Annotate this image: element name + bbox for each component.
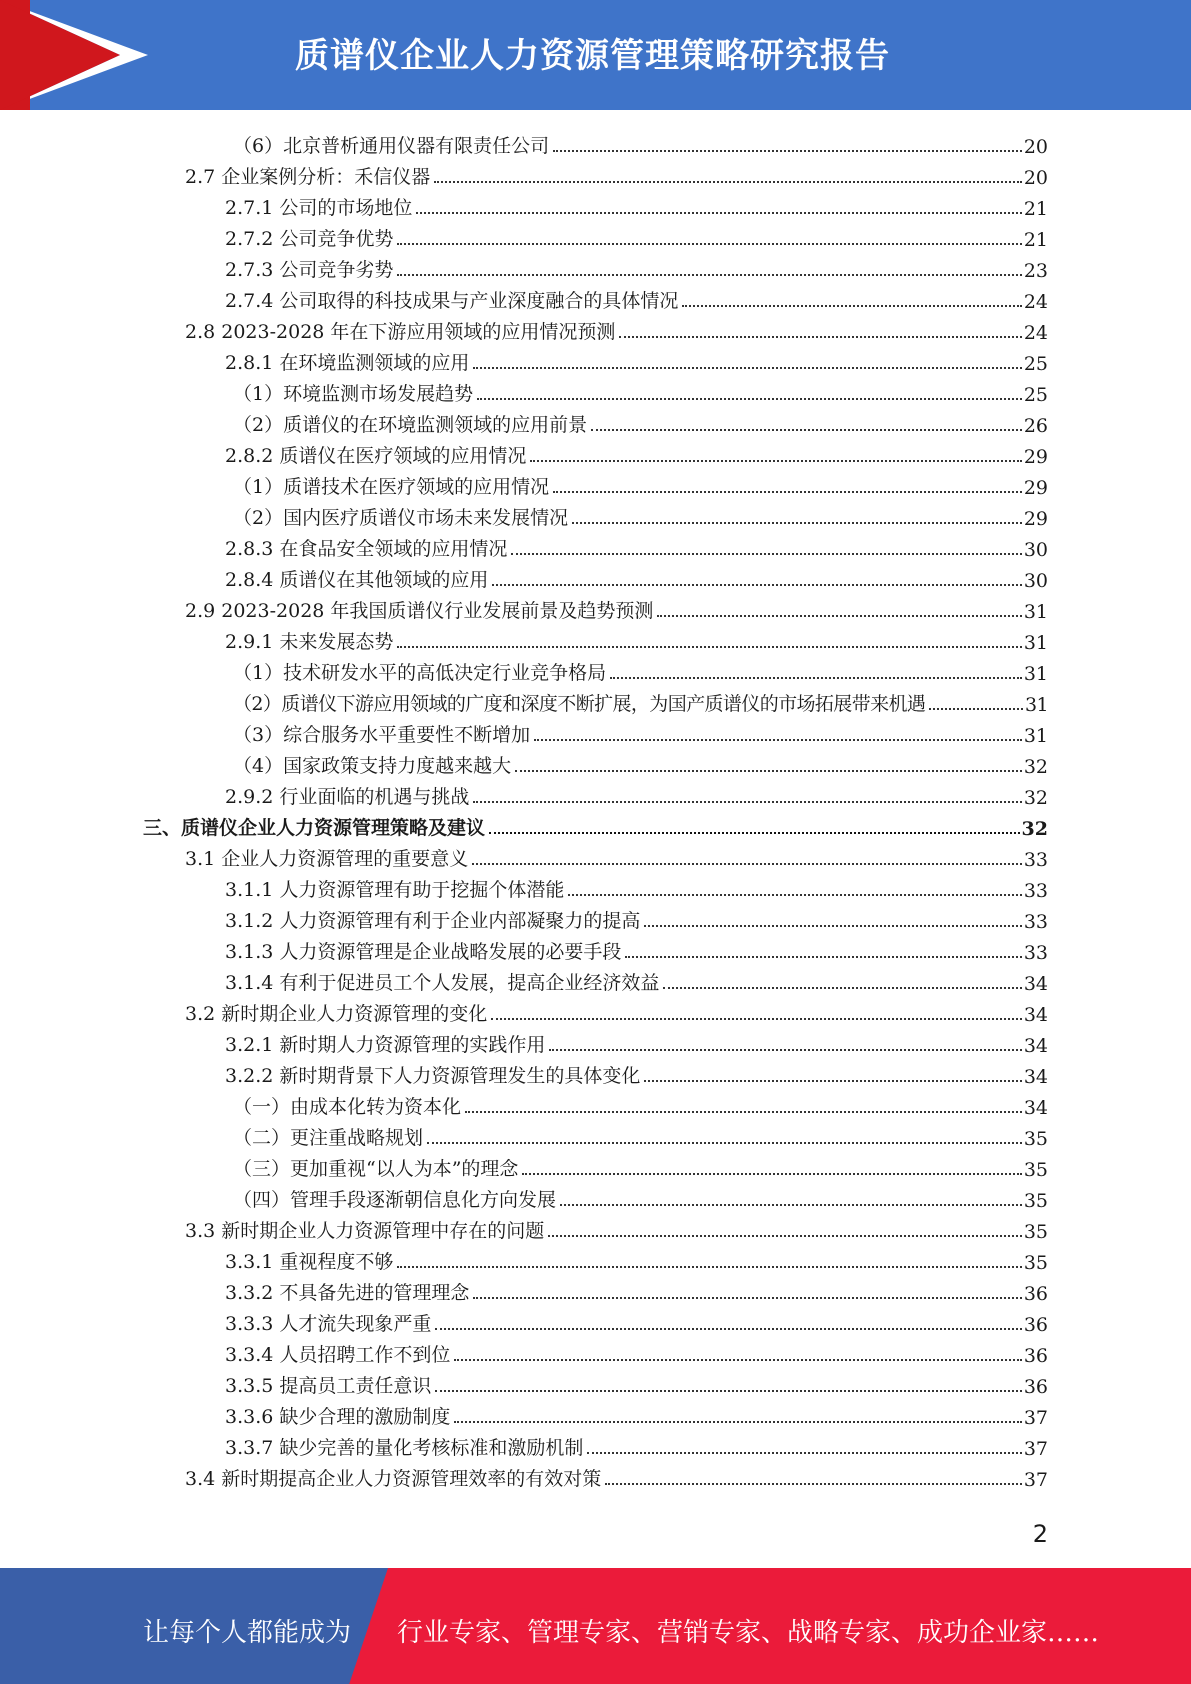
toc-entry[interactable]: [225, 282, 1048, 313]
toc-entry-title: 3.3.2 不具备先进的管理理念: [225, 1282, 470, 1304]
toc-leader-dots: [435, 1328, 1021, 1330]
toc-entry[interactable]: [225, 964, 1048, 995]
toc-leader-dots: [473, 367, 1021, 369]
toc-entry-title: 2.8.4 质谱仪在其他领域的应用: [225, 569, 489, 591]
toc-entry-page: 21: [1023, 198, 1048, 220]
toc-entry[interactable]: [225, 561, 1048, 592]
toc-entry-page: 29: [1023, 446, 1048, 468]
toc-entry[interactable]: [233, 1181, 1048, 1212]
toc-leader-dots: [530, 460, 1021, 462]
toc-entry-page: 25: [1023, 384, 1048, 406]
toc-leader-dots: [397, 274, 1021, 276]
toc-entry[interactable]: [225, 902, 1048, 933]
toc-entry-title: （1）质谱技术在医疗领域的应用情况: [233, 476, 550, 498]
toc-entry[interactable]: [185, 995, 1048, 1026]
toc-leader-dots: [587, 1452, 1021, 1454]
toc-leader-dots: [489, 832, 1020, 834]
toc-entry-page: 31: [1023, 601, 1048, 623]
toc-entry-title: 3.1.4 有利于促进员工个人发展，提高企业经济效益: [225, 972, 660, 994]
toc-entry[interactable]: [233, 654, 1048, 685]
toc-entry[interactable]: [233, 468, 1048, 499]
toc-entry[interactable]: [185, 840, 1048, 871]
toc-entry-page: 33: [1023, 880, 1048, 902]
toc-entry-page: 36: [1023, 1345, 1048, 1367]
toc-entry-page: 24: [1023, 322, 1048, 344]
toc-entry[interactable]: [225, 220, 1048, 251]
toc-entry-title: 3.2.2 新时期背景下人力资源管理发生的具体变化: [225, 1065, 641, 1087]
toc-leader-dots: [591, 429, 1022, 431]
toc-entry-title: （6）北京普析通用仪器有限责任公司: [233, 135, 550, 157]
toc-entry-title: 3.3 新时期企业人力资源管理中存在的问题: [185, 1220, 545, 1242]
toc-entry-title: 2.7 企业案例分析：禾信仪器: [185, 166, 431, 188]
toc-leader-dots: [644, 925, 1021, 927]
toc-entry-page: 34: [1023, 1004, 1048, 1026]
toc-entry[interactable]: [185, 313, 1048, 344]
toc-entry[interactable]: [225, 251, 1048, 282]
toc-entry-title: 3.3.7 缺少完善的量化考核标准和激励机制: [225, 1437, 584, 1459]
toc-entry-page: 33: [1023, 942, 1048, 964]
toc-entry[interactable]: [225, 437, 1048, 468]
toc-entry-page: 35: [1023, 1190, 1048, 1212]
toc-entry-page: 36: [1023, 1314, 1048, 1336]
toc-entry-title: （1）环境监测市场发展趋势: [233, 383, 474, 405]
toc-leader-dots: [435, 1390, 1021, 1392]
toc-entry-title: （四）管理手段逐渐朝信息化方向发展: [233, 1189, 557, 1211]
toc-entry-title: 2.7.3 公司竞争劣势: [225, 259, 394, 281]
toc-leader-dots: [473, 801, 1021, 803]
toc-entry-title: （2）质谱仪的在环境监测领域的应用前景: [233, 414, 588, 436]
toc-entry-page: 37: [1023, 1438, 1048, 1460]
toc-entry-page: 25: [1023, 353, 1048, 375]
toc-leader-dots: [553, 150, 1022, 152]
toc-entry-page: 31: [1023, 725, 1048, 747]
toc-entry-title: （二）更注重战略规划: [233, 1127, 424, 1149]
toc-entry-title: （4）国家政策支持力度越来越大: [233, 755, 512, 777]
toc-entry-page: 33: [1023, 911, 1048, 933]
toc-entry[interactable]: [225, 1026, 1048, 1057]
toc-entry[interactable]: [225, 189, 1048, 220]
toc-leader-dots: [492, 584, 1021, 586]
toc-leader-dots: [397, 1266, 1021, 1268]
toc-entry[interactable]: [225, 1274, 1048, 1305]
toc-entry-title: （2）国内医疗质谱仪市场未来发展情况: [233, 507, 569, 529]
toc-entry-title: 3.2 新时期企业人力资源管理的变化: [185, 1003, 488, 1025]
toc-leader-dots: [619, 336, 1021, 338]
toc-entry-title: 3.1.1 人力资源管理有助于挖掘个体潜能: [225, 879, 565, 901]
toc-leader-dots: [416, 212, 1021, 214]
toc-entry-page: 24: [1023, 291, 1048, 313]
toc-entry-title: 3.3.1 重视程度不够: [225, 1251, 394, 1273]
toc-entry-title: （1）技术研发水平的高低决定行业竞争格局: [233, 662, 607, 684]
toc-entry-page: 20: [1023, 167, 1048, 189]
toc-entry-page: 31: [1023, 663, 1048, 685]
toc-entry[interactable]: [233, 1119, 1048, 1150]
toc-leader-dots: [515, 770, 1022, 772]
footer-slogan-left: 让每个人都能成为: [143, 1618, 352, 1648]
header-red-arrow-icon: [0, 0, 120, 110]
toc-entry[interactable]: [233, 716, 1048, 747]
toc-entry[interactable]: [225, 933, 1048, 964]
toc-entry[interactable]: [233, 406, 1048, 437]
toc-entry[interactable]: [233, 375, 1048, 406]
toc-entry-title: 三、质谱仪企业人力资源管理策略及建议: [143, 817, 486, 839]
toc-entry[interactable]: [225, 344, 1048, 375]
toc-entry-page: 30: [1023, 570, 1048, 592]
toc-entry-page: 21: [1023, 229, 1048, 251]
toc-entry-title: 2.8.2 质谱仪在医疗领域的应用情况: [225, 445, 527, 467]
toc-entry[interactable]: [225, 778, 1048, 809]
toc-entry-title: 2.7.1 公司的市场地位: [225, 197, 413, 219]
page-number: 2: [1032, 1520, 1048, 1548]
toc-leader-dots: [682, 305, 1021, 307]
toc-entry-page: 36: [1023, 1283, 1048, 1305]
toc-leader-dots: [454, 1359, 1021, 1361]
toc-entry[interactable]: [225, 1243, 1048, 1274]
toc-entry[interactable]: [233, 685, 1048, 716]
toc-entry[interactable]: [225, 1367, 1048, 1398]
toc-entry-page: 20: [1023, 136, 1048, 158]
toc-entry-title: 2.8 2023-2028 年在下游应用领域的应用情况预测: [185, 321, 616, 343]
toc-entry-page: 35: [1023, 1221, 1048, 1243]
toc-entry[interactable]: [233, 127, 1048, 158]
toc-entry-page: 34: [1023, 1066, 1048, 1088]
toc-entry-page: 32: [1023, 787, 1048, 809]
toc-entry-page: 36: [1023, 1376, 1048, 1398]
toc-entry[interactable]: [225, 1057, 1048, 1088]
toc-leader-dots: [491, 1018, 1022, 1020]
toc-leader-dots: [548, 1235, 1022, 1237]
toc-entry-title: 3.2.1 新时期人力资源管理的实践作用: [225, 1034, 546, 1056]
toc-leader-dots: [454, 1421, 1021, 1423]
toc-entry-page: 29: [1023, 477, 1048, 499]
toc-leader-dots: [465, 1111, 1022, 1113]
toc-entry[interactable]: [225, 1398, 1048, 1429]
toc-entry-title: 3.4 新时期提高企业人力资源管理效率的有效对策: [185, 1468, 602, 1490]
toc-entry-page: 35: [1023, 1159, 1048, 1181]
toc-entry-title: 2.7.2 公司竞争优势: [225, 228, 394, 250]
toc-leader-dots: [572, 522, 1022, 524]
toc-entry-title: 3.1 企业人力资源管理的重要意义: [185, 848, 469, 870]
toc-entry-title: 3.3.6 缺少合理的激励制度: [225, 1406, 451, 1428]
toc-leader-dots: [477, 398, 1022, 400]
toc-leader-dots: [568, 894, 1021, 896]
toc-entry-page: 34: [1023, 1097, 1048, 1119]
toc-entry-page: 37: [1023, 1407, 1048, 1429]
toc-leader-dots: [397, 646, 1021, 648]
toc-entry[interactable]: [185, 592, 1048, 623]
toc-leader-dots: [929, 708, 1023, 710]
toc-entry-title: 3.1.3 人力资源管理是企业战略发展的必要手段: [225, 941, 622, 963]
toc-entry-title: 2.9.2 行业面临的机遇与挑战: [225, 786, 470, 808]
toc-entry-title: 2.7.4 公司取得的科技成果与产业深度融合的具体情况: [225, 290, 679, 312]
toc-entry[interactable]: [225, 871, 1048, 902]
page-footer: [0, 1568, 1191, 1684]
toc-entry-page: 23: [1023, 260, 1048, 282]
toc-entry-title: 2.8.1 在环境监测领域的应用: [225, 352, 470, 374]
toc-entry-title: 3.3.3 人才流失现象严重: [225, 1313, 432, 1335]
toc-entry[interactable]: [233, 1150, 1048, 1181]
toc-leader-dots: [663, 987, 1021, 989]
toc-entry[interactable]: [225, 530, 1048, 561]
toc-leader-dots: [657, 615, 1021, 617]
toc-entry-page: 34: [1023, 973, 1048, 995]
toc-leader-dots: [610, 677, 1022, 679]
report-title: 质谱仪企业人力资源管理策略研究报告: [295, 36, 890, 76]
toc-leader-dots: [472, 863, 1022, 865]
toc-entry-title: 3.3.4 人员招聘工作不到位: [225, 1344, 451, 1366]
toc-entry-page: 31: [1025, 694, 1048, 716]
toc-entry-title: 2.8.3 在食品安全领域的应用情况: [225, 538, 508, 560]
toc-entry-title: （一）由成本化转为资本化: [233, 1096, 462, 1118]
toc-entry[interactable]: [225, 1305, 1048, 1336]
page-header: [0, 0, 1191, 110]
toc-entry-page: 26: [1023, 415, 1048, 437]
toc-entry-title: 2.9 2023-2028 年我国质谱仪行业发展前景及趋势预测: [185, 600, 654, 622]
toc-leader-dots: [427, 1142, 1022, 1144]
toc-leader-dots: [549, 1049, 1021, 1051]
toc-entry[interactable]: [225, 623, 1048, 654]
toc-entry-page: 30: [1023, 539, 1048, 561]
toc-leader-dots: [511, 553, 1021, 555]
toc-leader-dots: [625, 956, 1021, 958]
toc-entry-title: 2.9.1 未来发展态势: [225, 631, 394, 653]
toc-entry-page: 32: [1023, 756, 1048, 778]
toc-entry-page: 35: [1023, 1252, 1048, 1274]
toc-entry-page: 35: [1023, 1128, 1048, 1150]
toc-chapter-entry[interactable]: [143, 809, 1048, 840]
toc-leader-dots: [534, 739, 1022, 741]
toc-leader-dots: [397, 243, 1021, 245]
toc-entry-page: 29: [1023, 508, 1048, 530]
toc-entry-page: 37: [1023, 1469, 1048, 1491]
toc-entry-title: （2）质谱仪下游应用领域的广度和深度不断扩展，为国产质谱仪的市场拓展带来机遇: [233, 693, 926, 715]
toc-leader-dots: [473, 1297, 1021, 1299]
toc-entry[interactable]: [185, 1460, 1048, 1491]
toc-entry-title: （3）综合服务水平重要性不断增加: [233, 724, 531, 746]
footer-slogan-right: 行业专家、管理专家、营销专家、战略专家、成功企业家……: [397, 1618, 1100, 1648]
toc-entry[interactable]: [225, 1336, 1048, 1367]
toc-entry-page: 32: [1021, 818, 1048, 840]
toc-leader-dots: [605, 1483, 1022, 1485]
toc-entry-page: 31: [1023, 632, 1048, 654]
toc-leader-dots: [553, 491, 1022, 493]
toc-entry[interactable]: [233, 747, 1048, 778]
toc-entry[interactable]: [185, 1212, 1048, 1243]
toc-entry[interactable]: [185, 158, 1048, 189]
toc-leader-dots: [434, 181, 1022, 183]
toc-entry-title: 3.1.2 人力资源管理有利于企业内部凝聚力的提高: [225, 910, 641, 932]
toc-entry[interactable]: [233, 1088, 1048, 1119]
toc-leader-dots: [644, 1080, 1021, 1082]
toc-entry[interactable]: [233, 499, 1048, 530]
toc-entry-page: 34: [1023, 1035, 1048, 1057]
toc-entry[interactable]: [225, 1429, 1048, 1460]
toc-entry-title: 3.3.5 提高员工责任意识: [225, 1375, 432, 1397]
toc-leader-dots: [522, 1173, 1021, 1175]
toc-entry-page: 33: [1023, 849, 1048, 871]
toc-leader-dots: [560, 1204, 1022, 1206]
toc-entry-title: （三）更加重视“以人为本”的理念: [233, 1158, 519, 1180]
